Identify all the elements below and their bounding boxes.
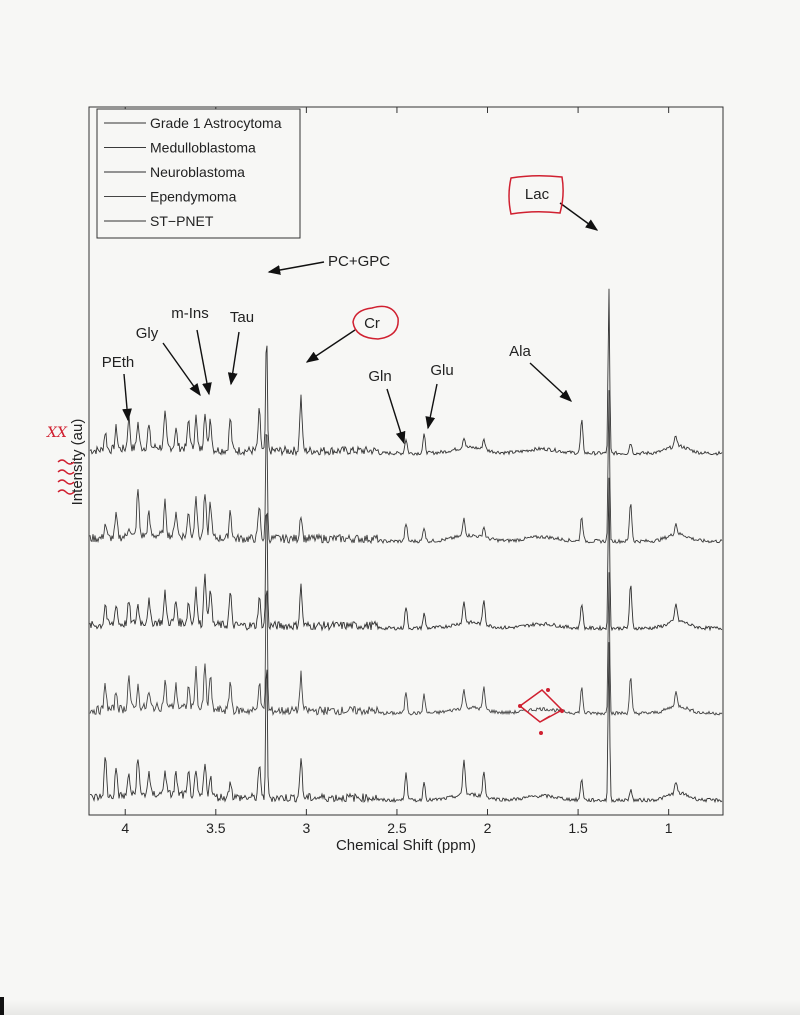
annotation-label: Cr	[364, 315, 380, 332]
legend	[97, 109, 300, 238]
scan-edge-mark	[0, 997, 4, 1015]
x-tick-label: 4	[121, 820, 130, 836]
annotation-label: Glu	[430, 362, 454, 379]
legend-label: ST−PNET	[150, 213, 214, 229]
scan-page-edge	[0, 1000, 800, 1015]
annotation-label: Gly	[135, 325, 159, 342]
handwritten-shape	[520, 690, 562, 722]
legend-label: Ependymoma	[150, 188, 237, 205]
legend-label: Grade 1 Astrocytoma	[150, 115, 282, 131]
annotation-label: PEth	[101, 354, 135, 371]
annotation-arrow	[231, 332, 239, 384]
series-trace	[90, 572, 722, 715]
series-trace	[90, 478, 722, 630]
annotation-arrow	[197, 330, 209, 394]
annotation-arrow	[387, 389, 404, 443]
annotation-label: Gln	[368, 368, 392, 385]
x-tick-label: 3.5	[206, 820, 226, 836]
x-tick-label: 3	[302, 820, 311, 836]
x-tick-label: 2	[483, 820, 492, 836]
series-trace	[90, 390, 722, 543]
annotation-arrow	[163, 343, 200, 395]
annotation-arrow	[428, 384, 437, 428]
annotation-label: m-Ins	[171, 305, 209, 322]
annotation-arrow	[124, 374, 128, 420]
x-axis-label: Chemical Shift (ppm)	[335, 837, 477, 854]
annotation-label: PC+GPC	[328, 253, 391, 270]
x-tick-label: 1.5	[568, 820, 588, 836]
annotation-arrow	[269, 262, 324, 272]
annotation-label: Tau	[229, 309, 255, 326]
annotation-arrow	[560, 203, 597, 230]
series-trace	[90, 642, 722, 802]
legend-label: Medulloblastoma	[150, 139, 256, 156]
handwritten-dot	[546, 688, 550, 692]
handwritten-marks	[46, 176, 564, 735]
annotation-arrow	[530, 363, 571, 401]
annotation-label: Lac	[524, 186, 550, 203]
handwritten-cross-mark: XX	[47, 425, 67, 441]
x-tick-label: 1	[664, 820, 673, 836]
handwritten-dot	[539, 731, 543, 735]
y-axis-label: Intensity (au)	[69, 418, 86, 506]
x-tick-label: 2.5	[387, 820, 407, 836]
legend-label: Neuroblastoma	[150, 164, 245, 180]
annotation-label: Ala	[509, 343, 531, 360]
handwritten-dot	[560, 709, 564, 713]
handwritten-dot	[518, 704, 522, 708]
spectra-traces	[90, 289, 722, 802]
annotation-arrow	[307, 330, 355, 362]
